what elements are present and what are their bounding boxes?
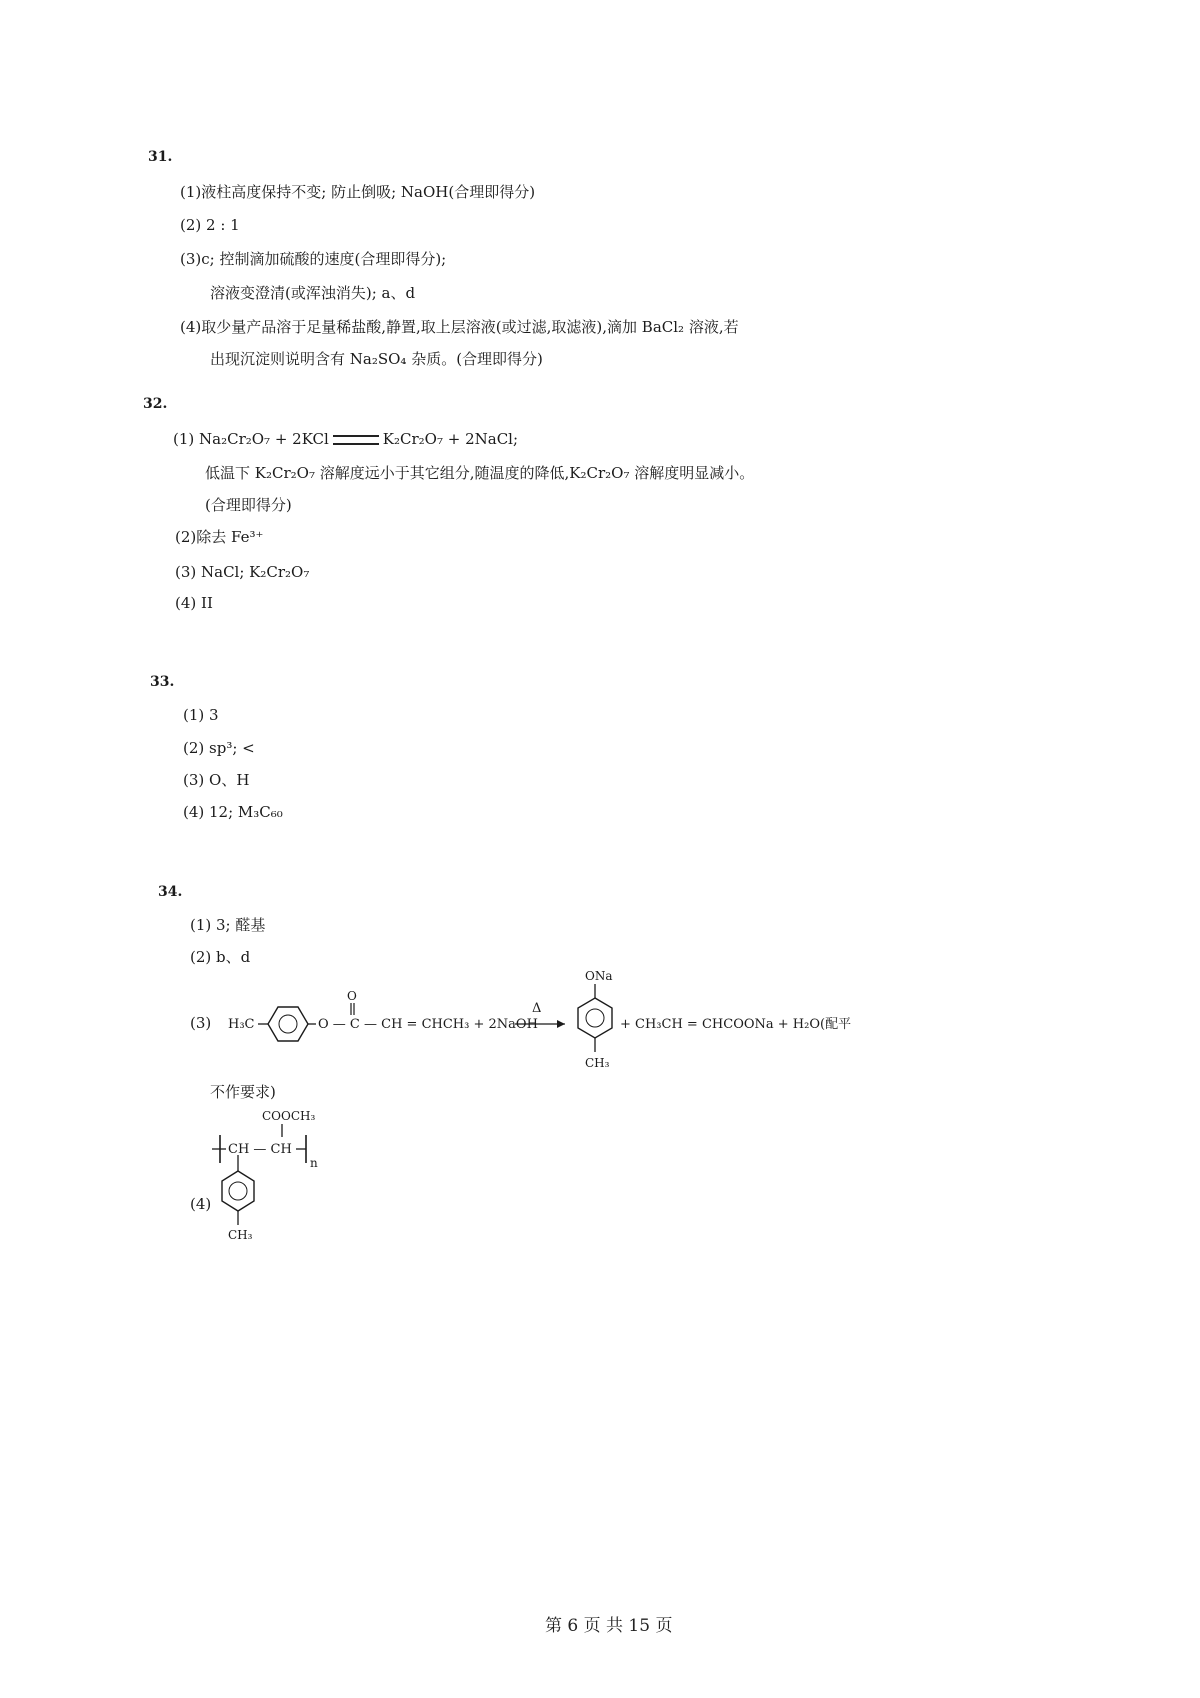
- q31-number: 31.: [148, 149, 173, 165]
- q32-equation-right: K₂Cr₂O₇ + 2NaCl;: [382, 430, 519, 448]
- product-ona-group: ONa: [585, 970, 613, 983]
- q34-answer-4-label: (4): [190, 1195, 212, 1213]
- q33-answer-3: (3) O、H: [183, 771, 250, 789]
- q34-answer-1: (1) 3; 醛基: [190, 916, 266, 934]
- q34-answer-3-note: 不作要求): [210, 1083, 276, 1101]
- q32-number: 32.: [143, 396, 168, 412]
- q31-answer-4: (4)取少量产品溶于足量稀盐酸,静置,取上层溶液(或过滤,取滤液),滴加 BaCl₂ 溶液,若: [180, 318, 739, 336]
- q32-answer-1: [173, 432, 518, 447]
- q33-answer-2: (2) sp³; <: [183, 739, 255, 757]
- polymer-methyl-group: CH₃: [228, 1228, 253, 1242]
- aromatic-circle-icon: [279, 1015, 297, 1033]
- q33-number: 33.: [150, 674, 175, 690]
- benzene-ring-icon: [268, 1007, 308, 1041]
- phenoxide-ring-icon: [578, 998, 612, 1038]
- q34-products-rest: + CH₃CH = CHCOONa + H₂O(配平: [620, 1017, 852, 1032]
- carbonyl-oxygen: O: [347, 989, 357, 1003]
- q31-answer-3-cont: 溶液变澄清(或浑浊消失); a、d: [210, 284, 416, 302]
- q31-answer-2: (2) 2 : 1: [180, 216, 240, 234]
- q32-equation-left: (1) Na₂Cr₂O₇ + 2KCl: [173, 430, 329, 448]
- q34-number: 34.: [158, 884, 183, 900]
- repeat-unit-n: n: [310, 1156, 318, 1170]
- q32-answer-4: (4) II: [175, 594, 213, 612]
- q33-answer-4: (4) 12; M₃C₆₀: [183, 803, 283, 821]
- q34-reaction-scheme: [180, 970, 860, 1075]
- q32-answer-2: (2)除去 Fe³⁺: [175, 528, 264, 546]
- q34-answer-2: (2) b、d: [190, 948, 251, 966]
- q31-answer-4-cont: 出现沉淀则说明含有 Na₂SO₄ 杂质。(合理即得分): [210, 350, 543, 368]
- q32-answer-3: (3) NaCl; K₂Cr₂O₇: [175, 563, 310, 581]
- q33-answer-1: (1) 3: [183, 706, 219, 724]
- polymer-ester-group: COOCH₃: [262, 1109, 316, 1123]
- product-methyl-group: CH₃: [585, 1056, 610, 1070]
- equals-sign: [333, 435, 379, 445]
- heat-delta-symbol: Δ: [532, 1001, 542, 1016]
- q32-answer-1-cont: 低温下 K₂Cr₂O₇ 溶解度远小于其它组分,随温度的降低,K₂Cr₂O₇ 溶解度明显减小。: [205, 464, 755, 482]
- q34-reactant-methyl: H₃C: [228, 1017, 255, 1032]
- q34-polymer-structure: [180, 1105, 380, 1245]
- polymer-backbone: CH — CH: [228, 1142, 292, 1157]
- polymer-benzene-ring-icon: [222, 1171, 254, 1211]
- q31-answer-3: (3)c; 控制滴加硫酸的速度(合理即得分);: [180, 250, 447, 268]
- q34-answer-3-label: (3): [190, 1014, 212, 1032]
- q31-answer-1: (1)液柱高度保持不变; 防止倒吸; NaOH(合理即得分): [180, 183, 536, 201]
- q34-ester-chain: O — C — CH = CHCH₃ + 2NaOH: [318, 1017, 538, 1032]
- q32-answer-1-note: (合理即得分): [205, 496, 292, 514]
- page-footer: 第 6 页 共 15 页: [545, 1616, 673, 1636]
